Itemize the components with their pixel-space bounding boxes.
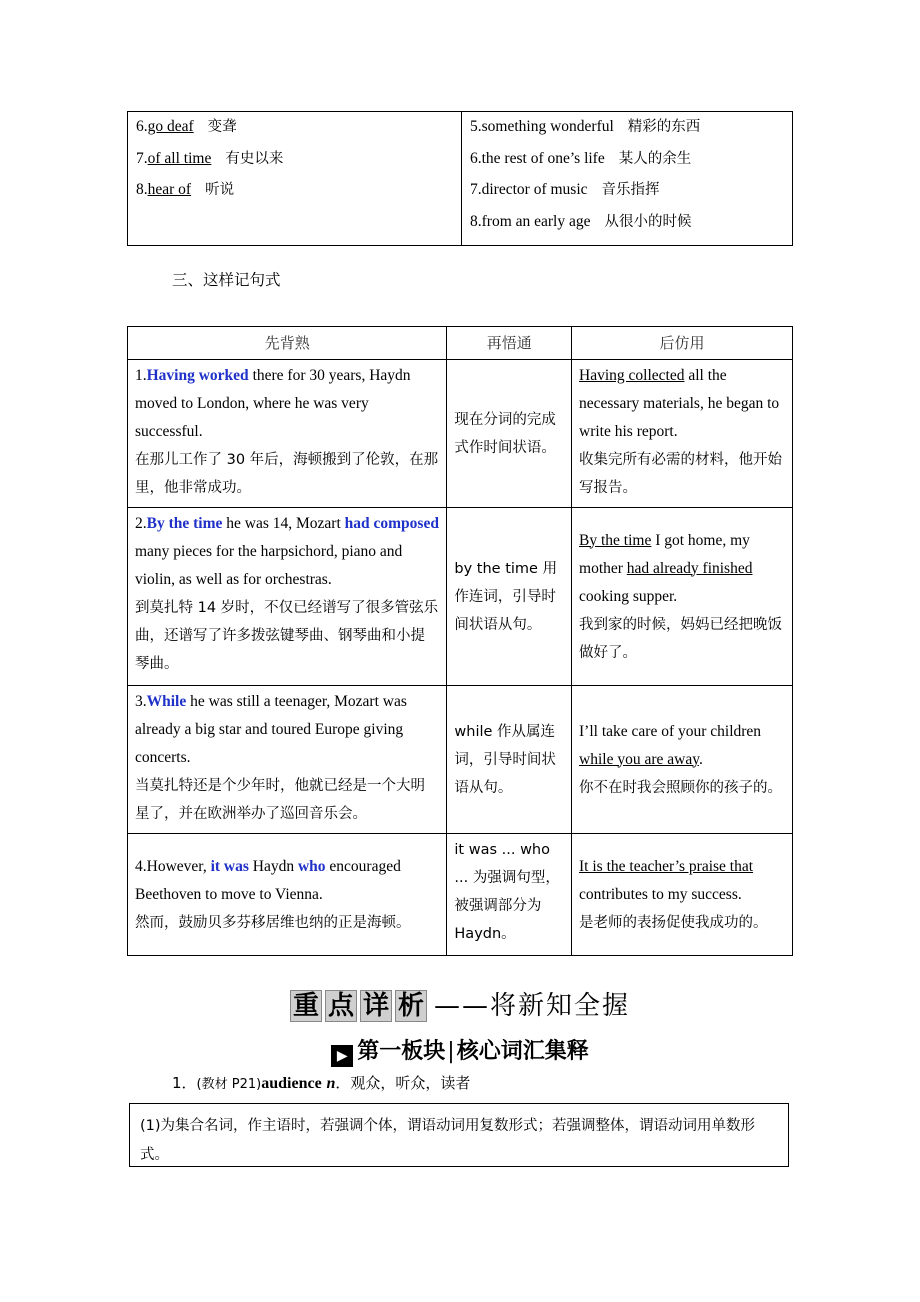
phrase-column-right <box>462 112 793 246</box>
banner-char: 重 <box>290 990 322 1022</box>
phrase-item: 7.of all time 有史以来 <box>136 149 284 167</box>
play-icon: ▶ <box>331 1045 353 1067</box>
phrase-item: 5.something wonderful 精彩的东西 <box>470 118 701 135</box>
imitation-cell: I’ll take care of your children while you are away. 你不在时我会照顾你的孩子的。 <box>572 686 793 834</box>
sentence-cell: 4.However, it was Haydn who encouraged Beethoven to move to Vienna. 然而，鼓励贝多芬移居维也纳的正是海顿。 <box>128 834 447 956</box>
explanation-cell: it was ... who ... 为强调句型，被强调部分为 Haydn。 <box>447 834 572 956</box>
imitation-cell: It is the teacher’s praise that contributes to my success. 是老师的表扬促使我成功的。 <box>572 834 793 956</box>
block-title: ▶ 第一板块|核心词汇集释 <box>0 1034 920 1067</box>
phrase-item: 8.hear of 听说 <box>136 181 235 198</box>
banner-subtitle: ——将新知全握 <box>433 991 630 1021</box>
explanation-cell: while 作从属连词，引导时间状语从句。 <box>447 686 572 834</box>
phrase-column-left <box>128 112 462 246</box>
table-row <box>128 834 793 956</box>
explanation-cell: 现在分词的完成式作时间状语。 <box>447 360 572 508</box>
sentence-cell: 3.While he was still a teenager, Mozart was already a big star and toured Europe giving concerts. 当莫扎特还是个少年时，他就已经是一个大明星了，并在欧洲举办了巡回音乐会。 <box>128 686 447 834</box>
phrase-table <box>127 111 793 246</box>
phrase-item: 6.go deaf 变聋 <box>136 118 237 135</box>
section-title: 三、这样记句式 <box>172 271 281 289</box>
table-row <box>128 508 793 686</box>
header-memorize: 先背熟 <box>128 327 447 360</box>
phrase-item: 8.from an early age 从很小的时候 <box>470 212 692 230</box>
imitation-cell: By the time I got home, my mother had already finished cooking supper. 我到家的时候，妈妈已经把晚饭做好了。 <box>572 508 793 686</box>
explanation-cell: by the time 用作连词，引导时间状语从句。 <box>447 508 572 686</box>
sentence-cell: 1.Having worked there for 30 years, Haydn moved to London, where he was very successful. 在那儿工作了 30 年后，海顿搬到了伦敦，在那里，他非常成功。 <box>128 360 447 508</box>
phrase-item: 6.the rest of one’s life 某人的余生 <box>470 149 692 167</box>
header-imitate: 后仿用 <box>572 327 793 360</box>
header-understand: 再悟通 <box>447 327 572 360</box>
imitation-cell: Having collected all the necessary materials, he began to write his report. 收集完所有必需的材料，他开始写报告。 <box>572 360 793 508</box>
section-banner <box>0 985 920 1022</box>
table-row <box>128 360 793 508</box>
banner-char: 详 <box>360 990 392 1022</box>
table-header-row <box>128 327 793 360</box>
phrase-item: 7.director of music 音乐指挥 <box>470 181 660 198</box>
banner-char: 析 <box>395 990 427 1022</box>
vocab-heading: 1．(教材 P21)audience n．观众，听众，读者 <box>172 1074 471 1092</box>
sentence-table <box>127 326 793 956</box>
banner-char: 点 <box>325 990 357 1022</box>
sentence-cell: 2.By the time he was 14, Mozart had composed many pieces for the harpsichord, piano and violin, as well as for orchestras. 到莫扎特 14 岁时，不仅已经谱写了很多管弦乐曲，还谱写了许多拨弦键琴曲、钢琴曲和小提琴曲。 <box>128 508 447 686</box>
note-box: (1)为集合名词，作主语时，若强调个体，谓语动词用复数形式；若强调整体，谓语动词用单数形式。 <box>129 1103 789 1167</box>
table-row <box>128 686 793 834</box>
